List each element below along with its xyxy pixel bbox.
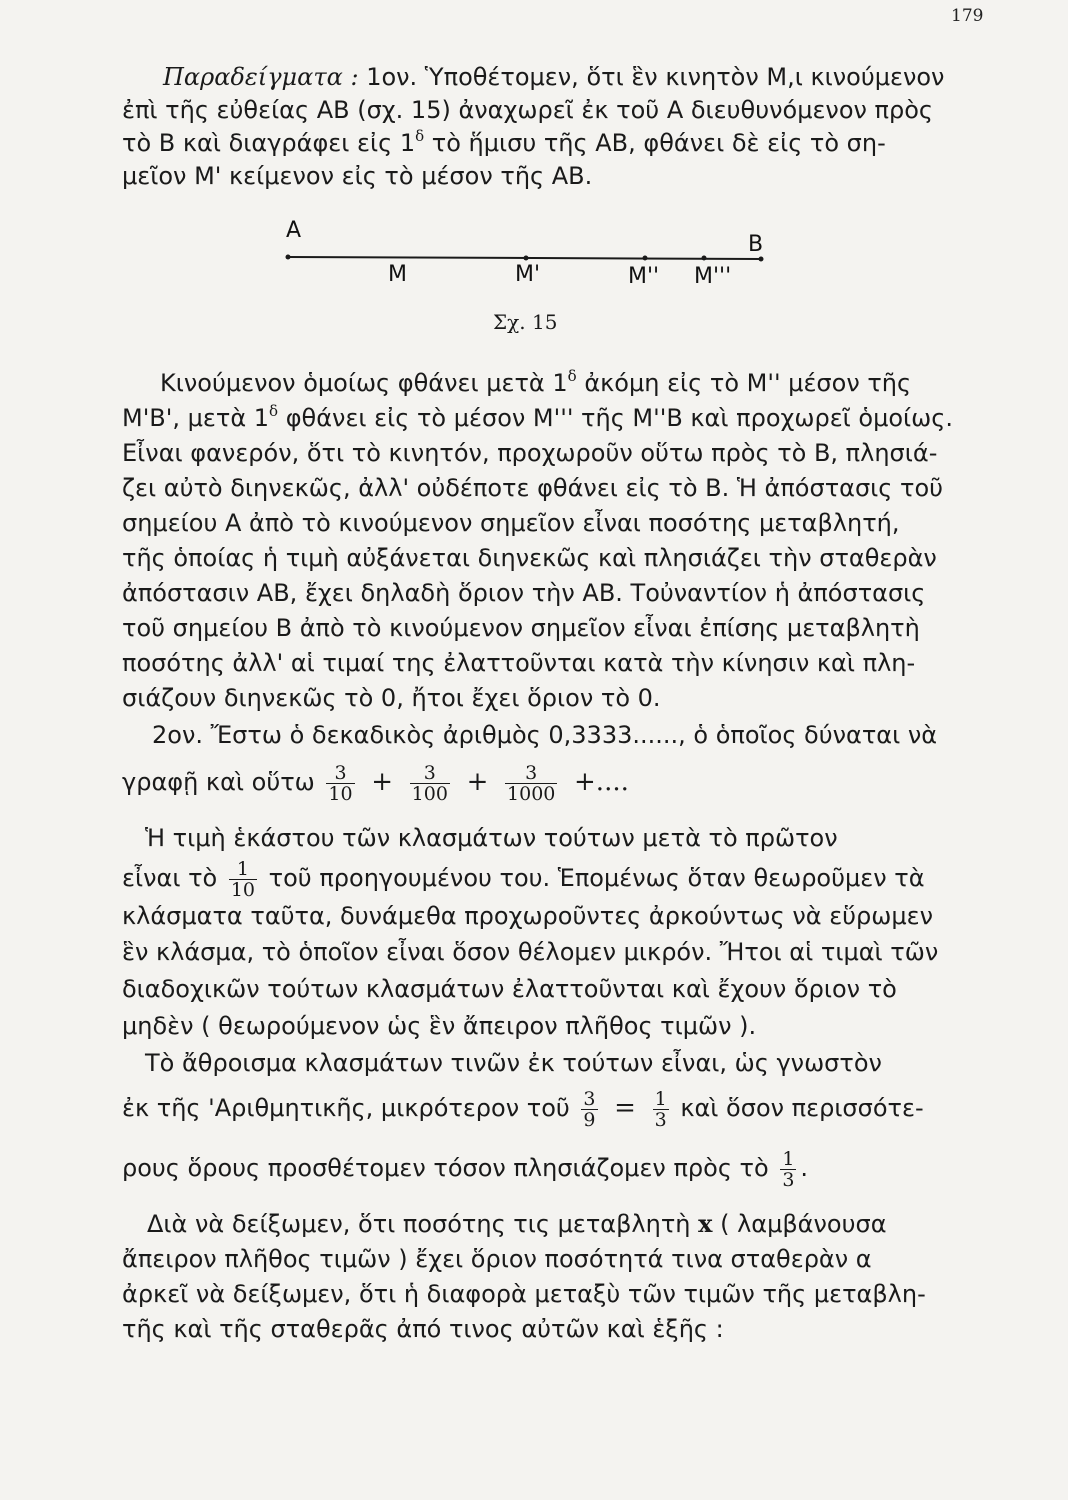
numerator: 1: [782, 1147, 795, 1170]
text-line: [122, 1138, 808, 1198]
fraction: [229, 859, 257, 900]
line-text: τὸ Β καὶ διαγράφει εἰς 1: [122, 129, 416, 157]
text-line: [160, 368, 911, 402]
text-line: Ἡ τιμὴ ἑκάστου τῶν κλασμάτων τούτων μετὰ τὸ πρῶτον: [145, 824, 838, 852]
text-line: ἓν κλάσμα, τὸ ὁποῖον εἶναι ὅσον θέλομεν μικρόν. Ἤτοι αἱ τιμαὶ τῶν: [122, 938, 939, 966]
text-line: [122, 1078, 924, 1138]
label-m: M: [388, 262, 407, 287]
label-a: A: [286, 218, 302, 243]
text-line: [122, 848, 925, 908]
text-line: τοῦ σημείου Β ἀπὸ τὸ κινούμενον σημεῖον εἶναι ἐπίσης μεταβλητὴ: [122, 614, 920, 642]
fraction: [326, 763, 354, 804]
superscript: δ: [567, 367, 577, 385]
label-m-triple-prime: M''': [694, 264, 732, 289]
superscript: δ: [415, 127, 425, 145]
fraction: [410, 763, 450, 804]
examples-heading: Παραδείγματα :: [163, 63, 359, 91]
denominator: 10: [328, 782, 353, 805]
variable-x: x: [698, 1209, 713, 1238]
figure-caption: Σχ. 15: [493, 310, 558, 334]
numerator: 3: [410, 763, 450, 784]
text-line: ἀρκεῖ νὰ δείξωμεν, ὅτι ἡ διαφορὰ μεταξὺ τῶν τιμῶν τῆς μεταβλη-: [122, 1280, 926, 1308]
point-b: [759, 257, 764, 262]
numerator: 1: [654, 1087, 667, 1110]
text-line: σημείου Α ἀπὸ τὸ κινούμενον σημεῖον εἶναι ποσότης μεταβλητή,: [122, 509, 900, 537]
plus-sign: +: [466, 767, 489, 797]
point-m-double-prime: [702, 256, 707, 261]
line-text: Κινούμενον ὁμοίως φθάνει μετὰ 1: [160, 369, 568, 397]
line-text: ἀκόμη εἰς τὸ Μ'' μέσον τῆς: [576, 369, 912, 397]
line-text: τὸ ἥμισυ τῆς ΑΒ, φθάνει δὲ εἰς τὸ ση-: [424, 129, 886, 157]
line-text: καὶ ὅσον περισσότε-: [680, 1094, 924, 1122]
denominator: 100: [411, 782, 448, 805]
text-line: 2ον. Ἔστω ὁ δεκαδικὸς ἀριθμὸς 0,3333......, ὁ ὁποῖος δύναται νὰ: [152, 721, 938, 749]
segment-ab-diagram: [0, 0, 1068, 300]
line-text: τοῦ προηγουμένου του. Ἑπομένως ὅταν θεωροῦμεν τὰ: [268, 864, 925, 892]
text-line: μηδὲν ( θεωρούμενον ὡς ἓν ἄπειρον πλῆθος τιμῶν ).: [122, 1012, 757, 1040]
series-line: [122, 752, 634, 812]
fraction: [505, 763, 557, 804]
fraction: [653, 1089, 669, 1130]
plus-sign: +: [371, 767, 394, 797]
text-line: Εἶναι φανερόν, ὅτι τὸ κινητόν, προχωροῦν οὕτω πρὸς τὸ Β, πλησιά-: [122, 439, 938, 467]
line-text: 1ον. Ὑποθέτομεν, ὅτι ἓν κινητὸν Μ,ι κινούμενον: [366, 63, 945, 91]
fraction: [581, 1089, 597, 1130]
text-line: ζει αὐτὸ διηνεκῶς, ἀλλ' οὐδέποτε φθάνει εἰς τὸ Β. Ἡ ἀπόστασις τοῦ: [122, 474, 944, 502]
numerator: 3: [505, 763, 557, 784]
text-line: [122, 403, 953, 437]
superscript: δ: [269, 402, 279, 420]
line-text: γραφῇ καὶ οὕτω: [122, 768, 315, 796]
text-line: ποσότης ἀλλ' αἱ τιμαί της ἐλαττοῦνται κατὰ τὴν κίνησιν καὶ πλη-: [122, 649, 916, 677]
numerator: 3: [583, 1087, 596, 1110]
text-line: Τὸ ἄθροισμα κλασμάτων τινῶν ἐκ τούτων εἶναι, ὡς γνωστὸν: [145, 1049, 882, 1077]
text-line: σιάζουν διηνεκῶς τὸ 0, ἤτοι ἔχει ὅριον τὸ 0.: [122, 684, 661, 712]
line-text: ( λαμβάνουσα: [720, 1210, 887, 1238]
label-m-double-prime: M'': [628, 264, 660, 289]
point-m-prime: [643, 256, 648, 261]
line-text: φθάνει εἰς τὸ μέσον Μ''' τῆς Μ''Β καὶ προχωρεῖ ὁμοίως.: [278, 404, 953, 432]
line-text: Μ'Β', μετὰ 1: [122, 404, 270, 432]
text-line: κλάσματα ταῦτα, δυνάμεθα προχωροῦντες ἀρκούντως νὰ εὕρωμεν: [122, 902, 934, 930]
denominator: 9: [583, 1108, 596, 1131]
numerator: 1: [229, 859, 257, 880]
text-line: ἐπὶ τῆς εὐθείας ΑΒ (σχ. 15) ἀναχωρεῖ ἐκ τοῦ Α διευθυνόμενον πρὸς: [122, 96, 934, 124]
equals-sign: =: [614, 1093, 636, 1123]
point-m: [524, 256, 529, 261]
line-text: .: [800, 1154, 809, 1182]
line-text: ρους ὅρους προσθέτομεν τόσον πλησιάζομεν πρὸς τὸ: [122, 1154, 769, 1182]
line-text: ἐκ τῆς 'Αριθμητικῆς, μικρότερον τοῦ: [122, 1094, 570, 1122]
denominator: 3: [654, 1108, 667, 1131]
text-line: τῆς καὶ τῆς σταθερᾶς ἀπό τινος αὐτῶν καὶ ἑξῆς :: [122, 1315, 724, 1343]
page-number: 179: [951, 6, 984, 26]
line-text: Διὰ νὰ δείξωμεν, ὅτι ποσότης τις μεταβλητὴ: [147, 1210, 691, 1238]
denominator: 1000: [507, 782, 556, 805]
label-m-prime: M': [515, 262, 541, 287]
text-line: διαδοχικῶν τούτων κλασμάτων ἐλαττοῦνται καὶ ἔχουν ὅριον τὸ: [122, 975, 897, 1003]
numerator: 3: [326, 763, 354, 784]
text-line: ἄπειρον πλῆθος τιμῶν ) ἔχει ὅριον ποσότητά τινα σταθερὰν α: [122, 1245, 872, 1273]
label-b: B: [748, 232, 764, 257]
text-line: μεῖον Μ' κείμενον εἰς τὸ μέσον τῆς ΑΒ.: [122, 162, 593, 190]
text-line: τῆς ὁποίας ἡ τιμὴ αὐξάνεται διηνεκῶς καὶ πλησιάζει τὴν σταθερὰν: [122, 544, 937, 572]
line-text: εἶναι τὸ: [122, 864, 218, 892]
denominator: 10: [230, 878, 256, 901]
text-line: [147, 1208, 887, 1240]
point-a: [286, 255, 291, 260]
denominator: 3: [782, 1168, 795, 1191]
fraction: [780, 1149, 796, 1190]
ellipsis: +....: [574, 767, 629, 797]
text-line: ἀπόστασιν ΑΒ, ἔχει δηλαδὴ ὅριον τὴν ΑΒ. Τοὐναντίον ἡ ἀπόστασις: [122, 579, 926, 607]
